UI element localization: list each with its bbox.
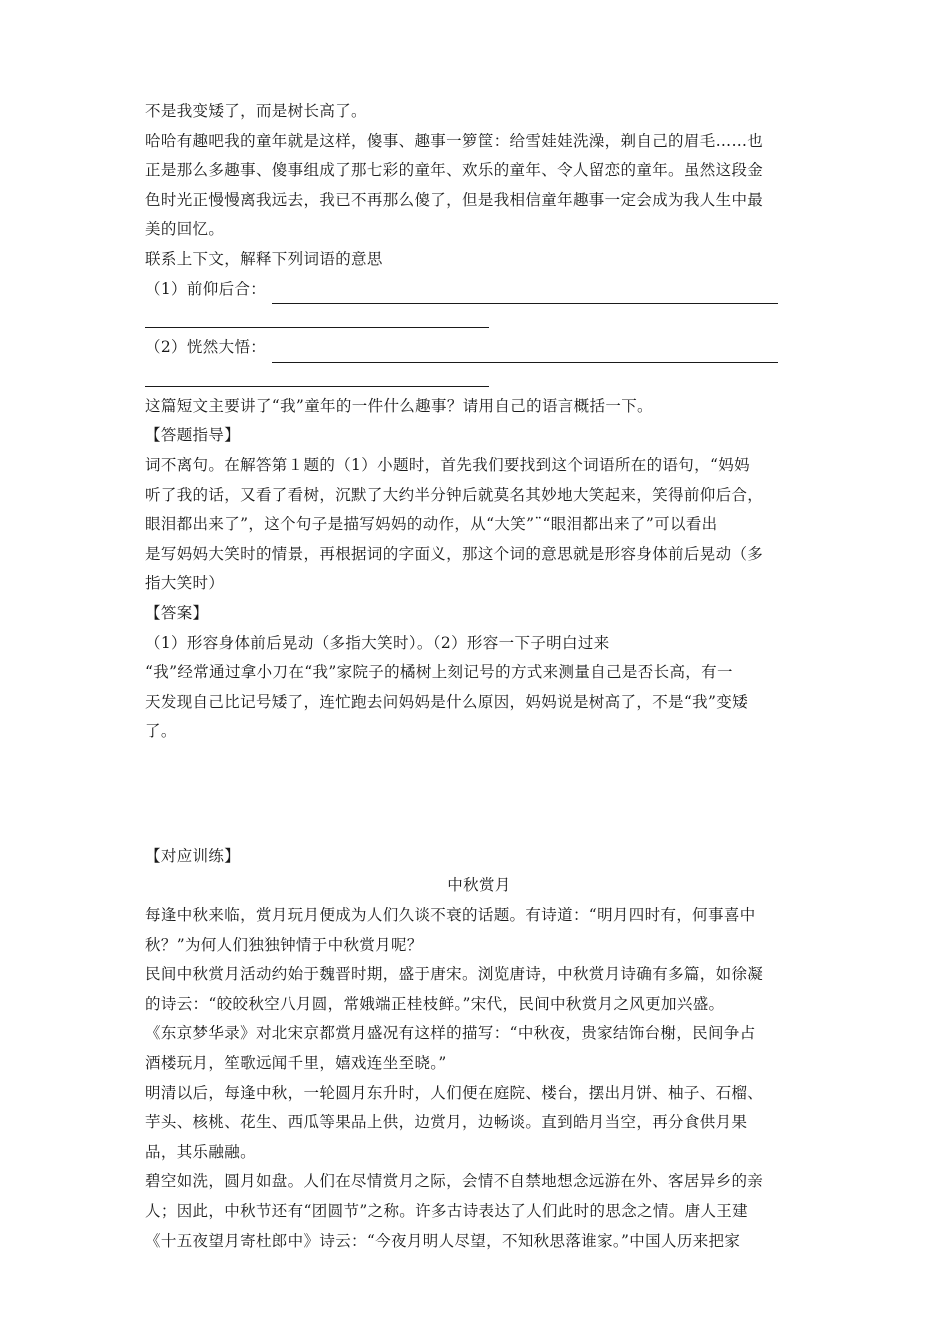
document-page — [145, 97, 813, 1256]
guide-line: 是写妈妈大笑时的情景，再根据词的字面义，那这个词的意思就是形容身体前后晃动（多 — [145, 544, 764, 563]
answer-line: 天发现自己比记号矮了，连忙跑去问妈妈是什么原因，妈妈说是树高了，不是“我”变矮 — [145, 692, 749, 711]
answer-section — [145, 599, 813, 747]
section-spacer — [145, 747, 813, 842]
guide-line: 指大笑时） — [145, 574, 225, 593]
training-heading: 【对应训练】 — [145, 846, 241, 865]
passage-line: 不是我变矮了，而是树长高了。 — [145, 102, 367, 120]
article-line: 秋？”为何人们独独钟情于中秋赏月呢？ — [145, 935, 423, 954]
guide-line: 词不离句。在解答第１题的（1）小题时，首先我们要找到这个词语所在的语句，“妈妈 — [145, 455, 750, 474]
article-line: 《东京梦华录》对北宋京都赏月盛况有这样的描写：“中秋夜，贵家结饰台榭，民间争占 — [145, 1024, 756, 1043]
passage-line: 美的回忆。 — [145, 220, 225, 239]
article-line: 碧空如洗，圆月如盘。人们在尽情赏月之际，会情不自禁地想念远游在外、客居异乡的亲 — [145, 1172, 764, 1191]
question-1-item-1 — [145, 275, 813, 305]
article-line: 民间中秋赏月活动约始于魏晋时期，盛于唐宋。浏览唐诗，中秋赏月诗确有多篇，如徐凝 — [145, 965, 764, 984]
answer-blank-2a[interactable] — [272, 344, 778, 363]
question-1 — [145, 245, 813, 387]
answer-blank-2b[interactable] — [145, 386, 489, 387]
item-1-label: （1）前仰后合： — [145, 279, 267, 298]
question-2-prompt: 这篇短文主要讲了“我”童年的一件什么趣事？请用自己的语言概括一下。 — [145, 396, 653, 415]
article-line: 明清以后，每逢中秋，一轮圆月东升时，人们便在庭院、楼台，摆出月饼、柚子、石榴、 — [145, 1083, 764, 1102]
article-line: 品，其乐融融。 — [145, 1142, 256, 1161]
article-line: 芋头、核桃、花生、西瓜等果品上供，边赏月，边畅谈。直到皓月当空，再分食供月果 — [145, 1113, 748, 1132]
training-section — [145, 842, 813, 1256]
article-line: 《十五夜望月寄杜郎中》诗云：“今夜月明人尽望，不知秋思落谁家。”中国人历来把家 — [145, 1231, 741, 1250]
answer-guide — [145, 421, 813, 599]
passage-line: 哈哈有趣吧我的童年就是这样，傻事、趣事一箩筐：给雪娃娃洗澡，剃自己的眉毛……也 — [145, 131, 764, 150]
question-1-prompt: 联系上下文，解释下列词语的意思 — [145, 249, 383, 268]
answer-line: （1）形容身体前后晃动（多指大笑时）。（2）形容一下子明白过来 — [145, 633, 610, 652]
answer-line: “我”经常通过拿小刀在“我”家院子的橘树上刻记号的方式来测量自己是否长高，有一 — [145, 663, 733, 682]
article-line: 酒楼玩月，笙歌远闻千里，嬉戏连坐至晓。” — [145, 1054, 447, 1073]
guide-line: 眼泪都出来了”，这个句子是描写妈妈的动作，从“大笑”¨“眼泪都出来了”可以看出 — [145, 515, 718, 534]
answer-blank-1a[interactable] — [272, 285, 778, 304]
question-1-item-2 — [145, 333, 813, 363]
answer-heading: 【答案】 — [145, 603, 209, 622]
answer-line: 了。 — [145, 722, 177, 741]
passage-ending — [145, 97, 813, 245]
guide-line: 听了我的话，又看了看树，沉默了大约半分钟后就莫名其妙地大笑起来，笑得前仰后合， — [145, 485, 764, 504]
article-line: 每逢中秋来临，赏月玩月便成为人们久谈不衰的话题。有诗道：“明月四时有，何事喜中 — [145, 906, 756, 925]
article-line: 的诗云：“皎皎秋空八月圆，常娥端正桂枝鲜。”宋代，民间中秋赏月之风更加兴盛。 — [145, 994, 725, 1013]
article-title: 中秋赏月 — [447, 876, 511, 895]
passage-line: 色时光正慢慢离我远去，我已不再那么傻了，但是我相信童年趣事一定会成为我人生中最 — [145, 190, 764, 209]
item-2-label: （2）恍然大悟： — [145, 338, 267, 357]
passage-line: 正是那么多趣事、傻事组成了那七彩的童年、欢乐的童年、令人留恋的童年。虽然这段金 — [145, 161, 764, 180]
answer-blank-1b[interactable] — [145, 327, 489, 328]
guide-heading: 【答题指导】 — [145, 426, 241, 445]
article-line: 人；因此，中秋节还有“团圆节”之称。许多古诗表达了人们此时的思念之情。唐人王建 — [145, 1202, 749, 1220]
